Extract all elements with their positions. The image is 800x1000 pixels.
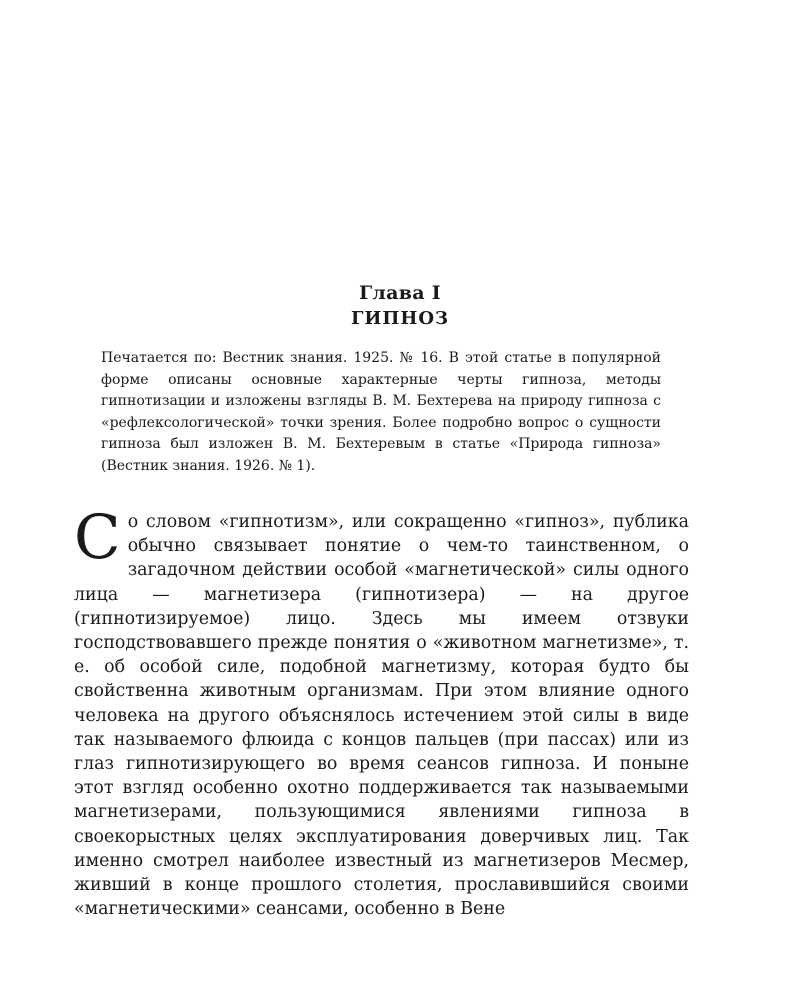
chapter-number: Глава I [359, 282, 441, 304]
paragraph [74, 502, 689, 921]
editorial-note: Печатается по: Вестник знания. 1925. № 16. В этой статье в популярной форме описаны основные характерные черты гипноза, методы гипнотизации и изложены взгляды В. М. Бехтерева на природу гипноза с «рефлексологической» точки зрения. Более подробно вопрос о сущности гипноза был изложен В. М. Бехтеревым в статье «Природа гипноза» (Вестник знания. 1926. № 1). [101, 350, 661, 474]
chapter-title: ГИПНОЗ [350, 308, 450, 329]
paragraph-text: о словом «гипнотизм», или сокращенно «гипноз», публика обычно связывает понятие о чем-то таинственном, о загадочном действии особой «магнетической» силы одного лица — магнетизера (гипнотизера) — на другое (гипнотизируемое) лицо. Здесь мы имеем отзвуки господствовавшего прежде понятия о «животном магнетизме», т. е. об особой силе, подобной магнетизму, которая будто бы свойственна животным организмам. При этом влияние одного человека на другого объяснялось истечением этой силы в виде так называемого флюида с концов пальцев (при пассах) или из глаз гипнотизирующего во время сеансов гипноза. И поныне этот взгляд особенно охотно поддерживается так называемыми магнетизерами, пользующимися явлениями гипноза в своекорыстных целях эксплуатирования доверчивых лиц. Так именно смотрел наиболее известный из магнетизеров Месмер, живший в конце прошлого столетия, прославившийся своими «магнетическими» сеансами, особенно в Вене [74, 512, 689, 920]
chapter-heading [0, 280, 800, 332]
body-text [74, 502, 689, 921]
drop-cap: С [74, 502, 121, 573]
